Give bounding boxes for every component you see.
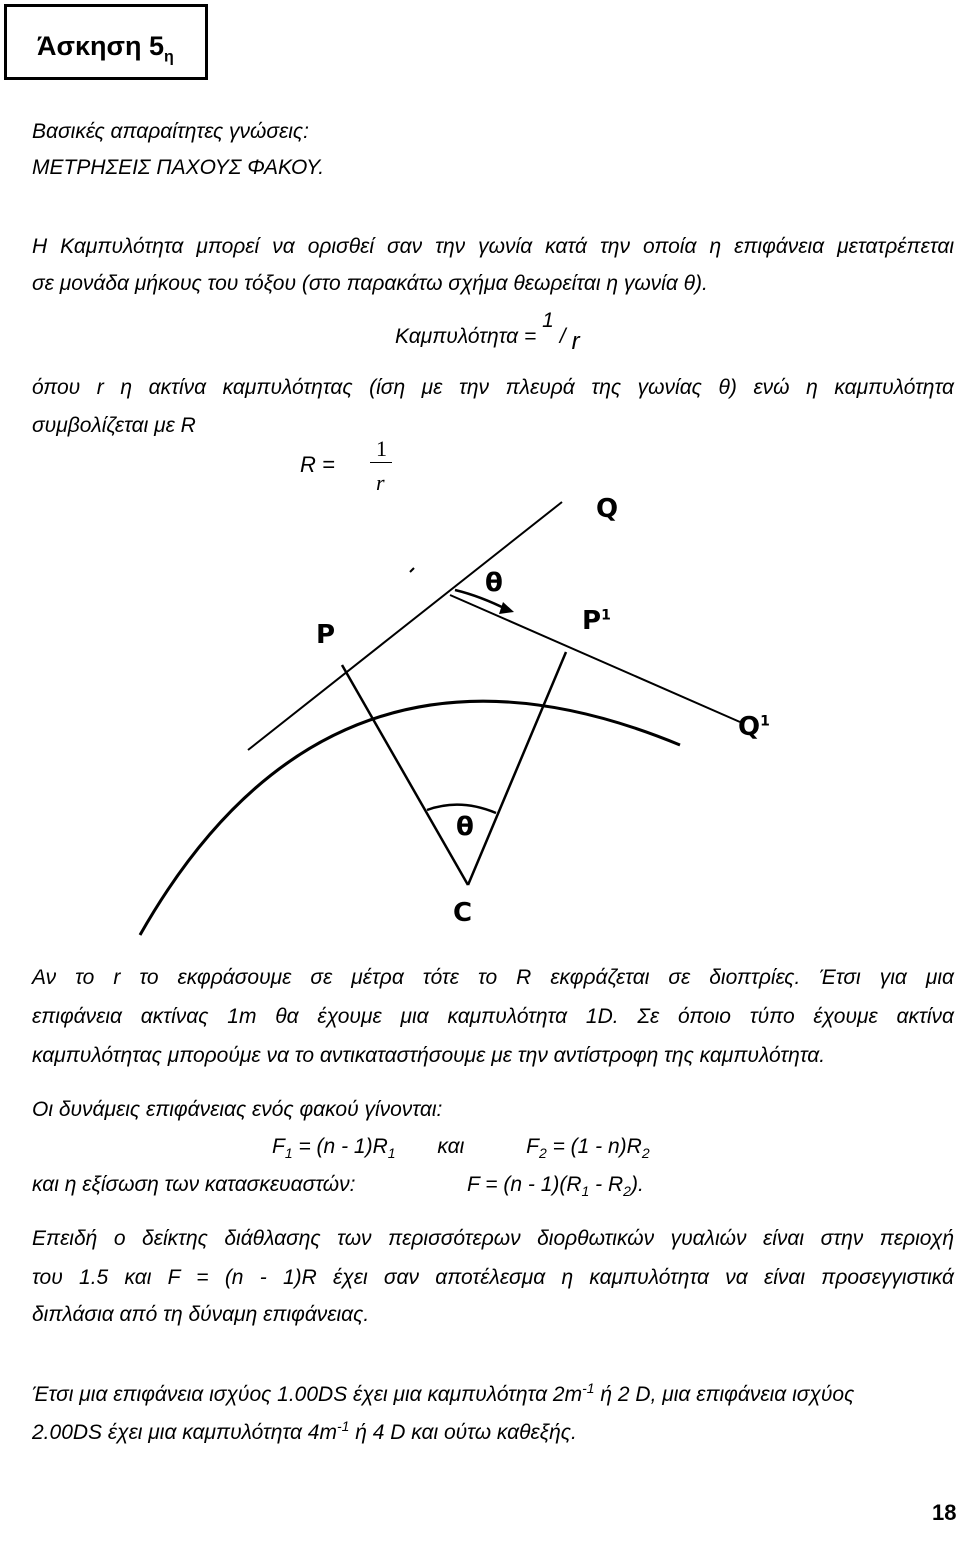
angle-arrow-icon [499,602,514,614]
label-p: P [316,620,336,650]
para3-line2: επιφάνεια ακτίνας 1m θα έχουμε μια καμπυλότητα 1D. Σε όποιο τύπο έχουμε ακτίνα [32,1005,954,1028]
para1-line1: Η Καμπυλότητα μπορεί να ορισθεί σαν την γωνία κατά την οποία η επιφάνεια μετατρέπεται [32,235,954,258]
tangent-tick [410,568,414,572]
exercise-title: Άσκηση $5_\eta$ [37,31,174,66]
para5-line2: του 1.5 και F = (n - 1)R έχει σαν αποτέλεσμα η καμπυλότητα να είναι προσεγγιστικά [32,1266,954,1289]
para6-line1: Έτσι μια επιφάνεια ισχύος 1.00DS έχει μια καμπυλότητα $2m^{-1}$ ή 2 D, μια επιφάνεια ισχύος [32,1380,855,1406]
surface-power-formulas: $F_1 = (n - 1)R_1$ και $F_2 = (1 - n)R_2$ [272,1135,650,1162]
r-formula: R = 1 r [300,450,420,510]
curvature-formula: Καμπυλότητα = 1/ r [395,309,580,355]
para3-line3: καμπυλότητας μπορούμε να το αντικαταστήσουμε με την αντίστροφη της καμπυλότητα. [32,1044,826,1067]
label-p1: $P^1$ [582,606,611,636]
label-theta-bottom: θ [456,812,474,842]
title-box [4,4,208,80]
para6-line2: 2.00DS έχει μια καμπυλότητα $4m^{-1}$ ή 4 D και ούτω καθεξής. [32,1418,577,1444]
para1-line2: σε μονάδα μήκους του τόξου (στο παρακάτω σχήμα θεωρείται η γωνία θ). [32,272,708,295]
fraction-bar [370,462,392,463]
radius-cp1 [468,652,566,885]
para5-line1: Επειδή ο δείκτης διάθλασης των περισσότερων διορθωτικών γυαλιών είναι στην περιοχή [32,1227,954,1250]
radius-cp [342,665,468,885]
para5-line3: διπλάσια από τη δύναμη επιφάνειας. [32,1303,370,1326]
label-q: Q [596,494,619,524]
curvature-diagram [0,490,960,940]
para2-line2: συμβολίζεται με R [32,414,196,437]
para4-line1: Οι δυνάμεις επιφάνειας ενός φακού γίνονται: [32,1098,443,1121]
lensmaker-equation: $F = (n - 1)(R_1 - R_2)$. [467,1173,644,1200]
topic-heading: ΜΕΤΡΗΣΕΙΣ ΠΑΧΟΥΣ ΦΑΚΟΥ. [32,156,325,179]
label-c: C [453,898,473,928]
prerequisites-label: Βασικές απαραίτητες γνώσεις: [32,120,309,143]
label-theta-top: θ [485,568,503,598]
para3-line1: Αν το r το εκφράσουμε σε μέτρα τότε το R εκφράζεται σε διοπτρίες. Έτσι για μια [32,966,954,989]
label-q1: $Q^1$ [738,712,770,742]
para2-line1: όπου r η ακτίνα καμπυλότητας (ίση με την πλευρά της γωνίας θ) ενώ η καμπυλότητα [32,376,954,399]
arc-curve [140,701,680,935]
page-number: 18 [932,1500,957,1525]
tangent-line-pq [248,502,562,750]
lensmaker-label: και η εξίσωση των κατασκευαστών: [32,1173,356,1196]
